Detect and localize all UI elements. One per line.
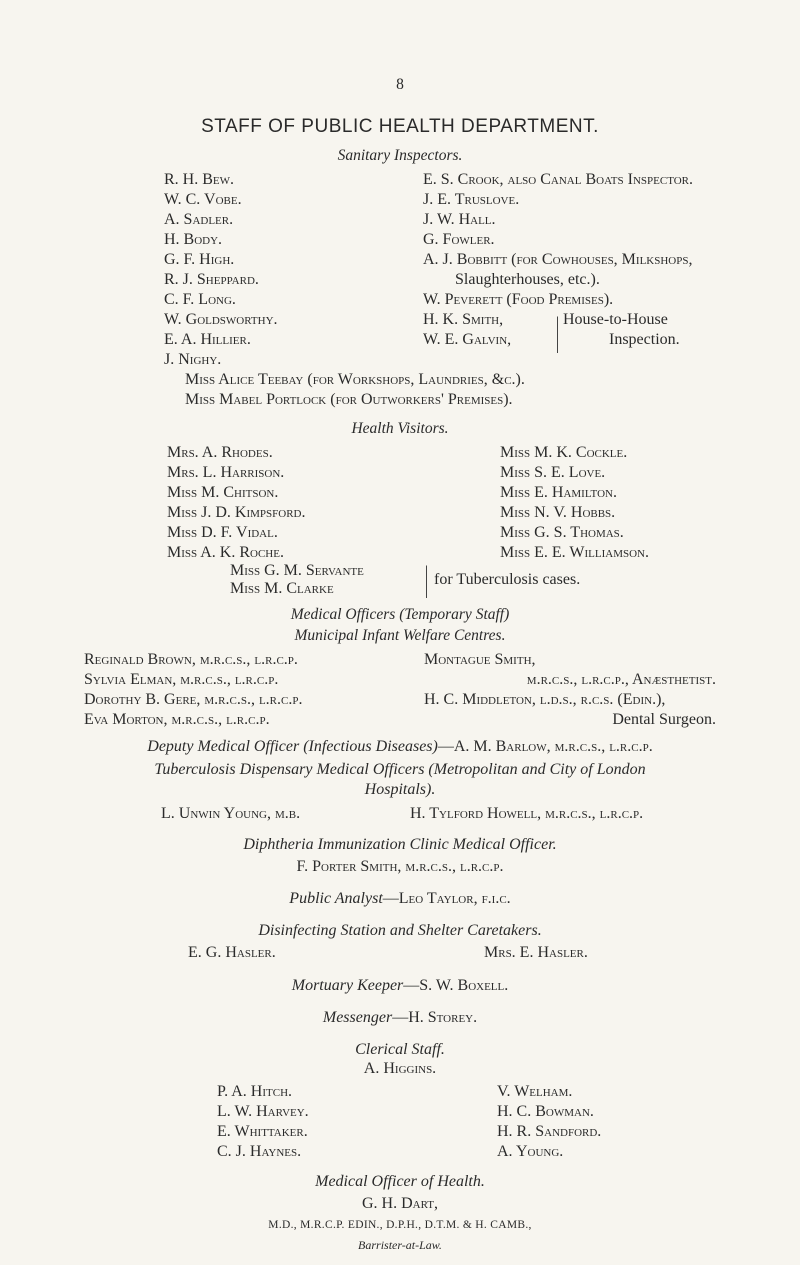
moh-role: Barrister-at-Law. [358, 1238, 442, 1252]
dental-surgeon-label: Dental Surgeon. [612, 711, 716, 728]
anaesthetist-quals: m.r.c.s., l.r.c.p., Anæsthetist. [526, 671, 716, 688]
welfare-centres-heading: Municipal Infant Welfare Centres. [294, 627, 506, 644]
sanitary-inspectors-heading: Sanitary Inspectors. [337, 147, 463, 164]
mortuary-name: —S. W. Boxell. [403, 977, 509, 994]
caretaker: E. G. Hasler. [188, 944, 276, 961]
tb-dispensary-heading-cont: Hospitals). [364, 781, 436, 798]
tb-brace [421, 565, 427, 598]
clerical-heading: Clerical Staff. [355, 1041, 445, 1058]
sanitary-inspector: A. Sadler. [164, 211, 234, 228]
health-visitor: Miss D. F. Vidal. [167, 524, 278, 541]
health-visitor: Mrs. A. Rhodes. [167, 444, 273, 461]
diphtheria-heading: Diphtheria Immunization Clinic Medical Officer. [243, 836, 557, 853]
tb-visitor: Miss G. M. Servante [230, 562, 364, 579]
moh-heading: Medical Officer of Health. [315, 1173, 485, 1190]
mortuary-keeper [0, 977, 800, 995]
tb-medical-officer: L. Unwin Young, m.b. [161, 805, 301, 822]
deputy-medical-officer [0, 738, 800, 756]
sanitary-inspector: R. H. Bew. [164, 171, 234, 188]
sanitary-inspector: W. Peverett (Food Premises). [423, 291, 614, 308]
health-visitor: Miss A. K. Roche. [167, 544, 284, 561]
clerical-head: A. Higgins. [363, 1060, 437, 1077]
sanitary-inspector: A. J. Bobbitt (for Cowhouses, Milkshops, [423, 251, 693, 268]
sanitary-inspector: H. K. Smith, [423, 311, 504, 328]
sanitary-inspector: W. Goldsworthy. [164, 311, 278, 328]
deputy-name: —A. M. Barlow, m.r.c.s., l.r.c.p. [437, 738, 653, 755]
medical-officers-heading: Medical Officers (Temporary Staff) [290, 606, 510, 623]
sanitary-inspector: G. Fowler. [423, 231, 495, 248]
clerk: C. J. Haynes. [217, 1143, 302, 1160]
health-visitor: Miss N. V. Hobbs. [500, 504, 616, 521]
health-visitor: Miss J. D. Kimpsford. [167, 504, 306, 521]
health-visitor: Miss M. K. Cockle. [500, 444, 628, 461]
anaesthetist-name: Montague Smith, [424, 651, 536, 668]
inspection-label: Inspection. [609, 331, 680, 348]
sanitary-inspector: J. E. Truslove. [423, 191, 520, 208]
sanitary-inspector-note: Slaughterhouses, etc.). [455, 271, 600, 288]
tb-medical-officer: H. Tylford Howell, m.r.c.s., l.r.c.p. [410, 805, 644, 822]
public-analyst [0, 890, 800, 908]
messenger [0, 1009, 800, 1027]
mortuary-label: Mortuary Keeper [291, 977, 404, 994]
clerk: V. Welham. [497, 1083, 573, 1100]
sanitary-inspector: E. S. Crook, also Canal Boats Inspector. [423, 171, 694, 188]
public-analyst-label: Public Analyst [289, 890, 383, 907]
clerk: H. C. Bowman. [497, 1103, 594, 1120]
health-visitor: Miss G. S. Thomas. [500, 524, 624, 541]
sanitary-inspector: C. F. Long. [164, 291, 236, 308]
workshops-inspector: Miss Alice Teebay (for Workshops, Laundries, &c.). [185, 371, 525, 388]
moh-name: G. H. Dart, [361, 1195, 438, 1212]
messenger-name: —H. Storey. [392, 1009, 478, 1026]
disinfecting-heading: Disinfecting Station and Shelter Caretakers. [258, 922, 542, 939]
health-visitor: Miss E. E. Williamson. [500, 544, 649, 561]
moh-qualifications: M.D., M.R.C.P. EDIN., D.P.H., D.T.M. & H. CAMB., [268, 1219, 532, 1231]
health-visitors-heading: Health Visitors. [351, 420, 449, 437]
messenger-label: Messenger [322, 1009, 393, 1026]
sanitary-inspector: J. Nighy. [164, 351, 222, 368]
sanitary-inspector: W. E. Galvin, [423, 331, 512, 348]
dental-surgeon-name: H. C. Middleton, l.d.s., r.c.s. (Edin.), [424, 691, 666, 708]
house-to-house-label: House-to-House [563, 311, 668, 328]
sanitary-inspector: H. Body. [164, 231, 223, 248]
medical-officer: Dorothy B. Gere, m.r.c.s., l.r.c.p. [84, 691, 303, 708]
clerk: L. W. Harvey. [217, 1103, 309, 1120]
caretaker: Mrs. E. Hasler. [484, 944, 588, 961]
diphtheria-officer: F. Porter Smith, m.r.c.s., l.r.c.p. [296, 858, 504, 875]
sanitary-inspector: R. J. Sheppard. [164, 271, 259, 288]
clerk: H. R. Sandford. [497, 1123, 602, 1140]
health-visitor: Miss E. Hamilton. [500, 484, 617, 501]
public-analyst-name: —Leo Taylor, f.i.c. [382, 890, 511, 907]
sanitary-inspector: G. F. High. [164, 251, 235, 268]
sanitary-inspector: W. C. Vobe. [164, 191, 242, 208]
medical-officer: Reginald Brown, m.r.c.s., l.r.c.p. [84, 651, 298, 668]
tb-note: for Tuberculosis cases. [434, 571, 581, 588]
tb-visitor: Miss M. Clarke [230, 580, 334, 597]
house-to-house-brace [552, 316, 558, 353]
clerk: A. Young. [497, 1143, 564, 1160]
medical-officer: Sylvia Elman, m.r.c.s., l.r.c.p. [84, 671, 279, 688]
outworkers-inspector: Miss Mabel Portlock (for Outworkers' Premises). [185, 391, 513, 408]
medical-officer: Eva Morton, m.r.c.s., l.r.c.p. [84, 711, 270, 728]
page-number: 8 [396, 76, 404, 93]
tb-dispensary-heading: Tuberculosis Dispensary Medical Officers (Metropolitan and City of London [154, 761, 646, 778]
health-visitor: Miss S. E. Love. [500, 464, 606, 481]
sanitary-inspector: J. W. Hall. [423, 211, 496, 228]
sanitary-inspector: E. A. Hillier. [164, 331, 251, 348]
clerk: P. A. Hitch. [217, 1083, 293, 1100]
deputy-label: Deputy Medical Officer (Infectious Diseases) [147, 738, 438, 755]
health-visitor: Mrs. L. Harrison. [167, 464, 285, 481]
clerk: E. Whittaker. [217, 1123, 308, 1140]
health-visitor: Miss M. Chitson. [167, 484, 279, 501]
page-title: STAFF OF PUBLIC HEALTH DEPARTMENT. [201, 116, 599, 137]
